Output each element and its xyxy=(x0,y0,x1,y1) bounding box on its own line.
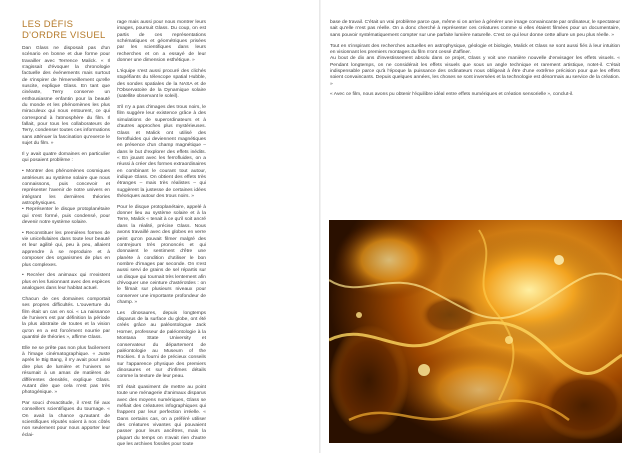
paragraph: • Recréer des animaux qui n'existent plus en les fusionnant avec des espèces analogues dans leur habitat actuel. xyxy=(22,273,110,292)
paragraph: S'il était quasiment de mettre au point toute une ménagerie d'animaux disparus avec des moyens numériques, Glass se méfiait des créatures infographiques qui frappent par leur perfection irréelle. « Dans certains cas, on a préféré utiliser des créatures vivantes qui pouvaient passer pour leurs ancêtres, mais la plupart du temps on n'avait rien d'autre que les archives fossiles pour toute xyxy=(117,385,206,448)
paragraph: • Reconstituer les premières formes de vie unicellulaires dans toute leur beauté et leur agilité qui, peu à peu, allaient apprendre à se reproduire et à composer des organismes de plus en plus complexes. xyxy=(22,230,110,268)
page-gutter xyxy=(319,0,321,453)
paragraph: Par souci d'exactitude, il s'est fié aux conseillers scientifiques du tournage. « On avait la chance qu'autant de scientifiques réputés soient à nos côtés non seulement pour nous apporter leur éclai- xyxy=(22,401,110,438)
paragraph: Il y avait quatre domaines en particulier qui posaient problème : xyxy=(22,152,110,164)
ferrofluid-photo xyxy=(329,220,622,443)
paragraph: Tout en s'inspirant des recherches actuelles en astrophysique, géologie et biologie, Malick et Glass se sont aussi fiés à leur intuition en visionnant les premiers montages du film n'ont cessé d'affiner. Au bout de dix ans d'investissement absolu dans ce projet, Glass y voit une manière nouvelle d'envisager les effets visuels. « Pendant longtemps, on ne considérait les effets visuels que sous un angle technique et rarement artistique, notet-il. C'était indispensable parce qu'à l'époque la puissance des ordinateurs nous obligeait à être d'une extrême précision pour que les effets soient convaincants. Depuis quelques années, les choses se sont inversées et la technologie est désormais au service de la création. » xyxy=(330,43,620,87)
paragraph: S'il n'y a pas d'images des trous noirs, le film suggère leur existence grâce à des simulations de superordinateurs et à d'autres approches plus mystérieuses. Glass et Malick ont utilisé des ferrofluides qui deviennent magnétiques en présence d'un champ magnétique – dans le but d'explorer des effets inédits. « En jouant avec les ferrofluides, on a réussi à créer des formes extraordinaires en combinant le courant tout autour, indique Glass. On obtient des effets très étranges – mais très réalistes – qui suggèrent la justesse de certaines idées théoriques autour des trous noirs. » xyxy=(117,105,206,199)
paragraph: Pour le disque protoplanétaire, appelé à donner lieu au système solaire et à la Terre, Malick « tenait à ce qu'il soit ancré dans la réalité, précise Glass. Nous avons travaillé avec des globes en verre peint qu'on pouvait filmer malgré des contrejours très prononcés et qui donnaient le sentiment d'être une planète à condition d'utiliser le bon nombre d'images par seconde. On s'est aussi servi de grains de sel répartis sur un disque qui tournait très lentement afin d'évoquer une ceinture d'astéroïdes : on le filmait sur plusieurs niveaux pour conserver une importante profondeur de champ. » xyxy=(117,204,206,305)
paragraph: Chacun de ces domaines comportait ses propres difficultés. L'ouverture du film était un cas en soi. « La naissance de l'univers est par définition la période la plus abstraite de toutes et la vision qu'on en a est forcément nourrie par quantité de théories », affirme Glass. xyxy=(22,296,110,340)
paragraph: rage mais aussi pour nous montrer leurs images, poursuit Glass. Du coup, on est partis de ces représentations schématiques et géométriques prisées par les scientifiques dans leurs recherches et on a essayé de leur donner une dimension esthétique. » xyxy=(117,20,206,64)
paragraph: Elle ne se prête pas non plus facilement à l'image cinématographique. « Juste après le Big Bang, il n'y avait pour ainsi dire plus de lumière et l'univers se résumait à un amas de matières de différentes densités, explique Glass. Autant dire que cela n'est pas très photogénique. » xyxy=(22,345,110,396)
column-2 xyxy=(117,20,206,453)
column-4 xyxy=(330,20,620,103)
page-title: LES DÉFIS D'ORDRE VISUEL xyxy=(22,19,106,41)
paragraph: • Montrer des phénomènes cosmiques antérieurs au système solaire que nous connaissons, puis concevoir et représenter l'avenir de notre univers en intégrant les dernières théories astrophysiques. • Représenter le disque protoplanétaire qui s'est formé, puis condensé, pour devenir notre système solaire. xyxy=(22,169,110,225)
ferrofluid-illustration xyxy=(329,220,622,443)
paragraph: L'équipe s'est aussi procuré des clichés stupéfiants du télescope spatial Hubble, des sondes spatiales de la NASA et de l'Observatoire de la Dynamique solaire (satellite observant le soleil). xyxy=(117,68,206,100)
paragraph: Les dinosaures, depuis longtemps disparus de la surface du globe, ont été créés grâce au paléontologue Jack Horner, professeur de paléontologie à la Montana State University et conservateur du département de paléontologie au Museum of the Rockies. Il a fourni de précieux conseils sur l'apparence physique des premiers dinosaures et sur d'infimes détails comme la texture de leur peau. xyxy=(117,310,206,380)
column-1 xyxy=(22,20,110,444)
paragraph: base de travail. C'était un vrai problème parce que, même si on arrive à générer une image convaincante par ordinateur, le spectateur sait qu'elle n'est pas réelle. On a donc cherché à représenter ces créatures comme si elles étaient filmées pour un documentaire, sans pouvoir systématiquement compter sur une parfaite lumière naturelle. C'est ce qui leur donne cette allure un peu plus réelle. » xyxy=(330,20,620,38)
paragraph: « Avec ce film, nous avons pu obtenir l'équilibre idéal entre effets numériques et création sensorielle », conclut-il. xyxy=(330,92,574,98)
paragraph: Dan Glass ne disposait pas d'un scénario en bonne et due forme pour travailler avec Terrence Malick. « Il s'agissait d'évoquer la chronologie factuelle des événements mais surtout de s'inspirer de l'émerveillement qu'elle suscite, explique Glass. En tant que cinéaste, Terry conserve un enthousiasme enfantin pour la beauté du monde et les phénomènes les plus miraculeux qui nous entourent, ce qui correspond à l'atmosphère du film. Il fallait, pour tous les collaborateurs de Terry, condenser toutes ces informations sans atténuer la fascination qu'exerce le sujet du film. » xyxy=(22,46,110,147)
